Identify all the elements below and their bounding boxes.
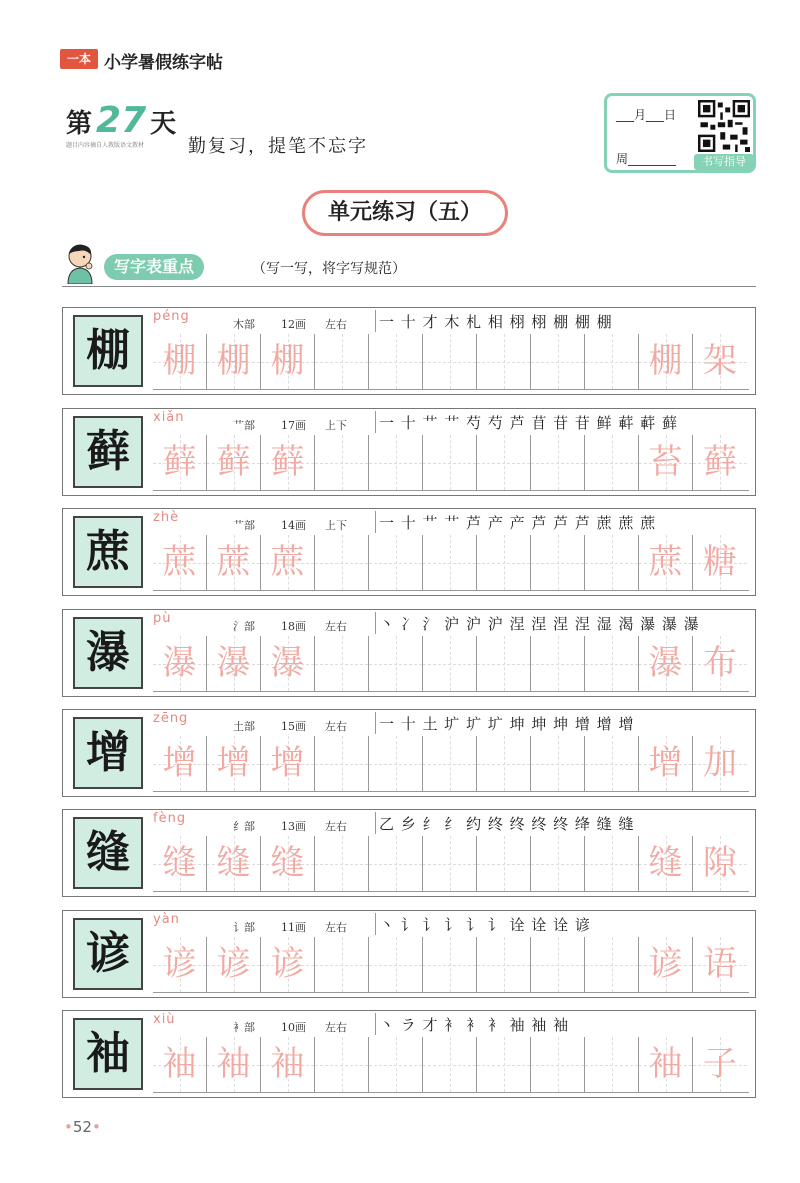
model-character-box bbox=[73, 315, 143, 387]
blank-cell[interactable] bbox=[369, 334, 423, 389]
blank-cell[interactable] bbox=[369, 636, 423, 691]
dot-icon: • bbox=[64, 1118, 73, 1136]
trace-cell[interactable] bbox=[153, 836, 207, 891]
word-character: 棚 bbox=[648, 341, 683, 381]
day-label bbox=[66, 100, 176, 141]
radical: 纟部 bbox=[233, 820, 255, 833]
motto: 勤复习，提笔不忘字 bbox=[188, 136, 368, 157]
pinyin: yàn bbox=[153, 912, 180, 927]
word-character: 布 bbox=[703, 643, 737, 683]
trace-character: 缝 bbox=[162, 843, 197, 883]
stroke-count: 10画 bbox=[281, 1021, 306, 1034]
structure: 左右 bbox=[325, 620, 347, 633]
trace-character: 增 bbox=[162, 743, 197, 783]
word-character: 架 bbox=[703, 341, 737, 381]
trace-cell[interactable] bbox=[261, 836, 315, 891]
trace-cell[interactable] bbox=[207, 636, 261, 691]
writing-grid bbox=[153, 736, 749, 792]
blank-cell[interactable] bbox=[315, 334, 369, 389]
trace-character: 瀑 bbox=[216, 643, 251, 683]
trace-cell[interactable] bbox=[207, 836, 261, 891]
trace-character: 蔗 bbox=[270, 542, 305, 582]
trace-cell[interactable] bbox=[207, 937, 261, 992]
stroke-order: 一 十 艹 艹 芍 芍 芦 苜 苷 苷 鲜 蓒 蓒 藓 bbox=[379, 414, 678, 432]
model-character: 袖 bbox=[86, 1028, 130, 1079]
radical: 艹部 bbox=[233, 419, 255, 432]
trace-character: 藓 bbox=[162, 442, 197, 482]
divider bbox=[375, 1013, 376, 1035]
blank-cell[interactable] bbox=[585, 836, 639, 891]
blank-cell[interactable] bbox=[531, 334, 585, 389]
blank-cell[interactable] bbox=[315, 937, 369, 992]
word-cell[interactable] bbox=[639, 535, 693, 590]
practice-row bbox=[62, 408, 756, 496]
trace-cell[interactable] bbox=[153, 736, 207, 791]
date-field[interactable]: ___月___日 bbox=[616, 108, 677, 122]
blank-cell[interactable] bbox=[477, 636, 531, 691]
pinyin: zēng bbox=[153, 711, 189, 726]
pinyin: zhè bbox=[153, 510, 180, 525]
blank-cell[interactable] bbox=[423, 937, 477, 992]
blank-cell[interactable] bbox=[315, 736, 369, 791]
trace-character: 谚 bbox=[270, 944, 305, 984]
model-character-box bbox=[73, 617, 143, 689]
writing-grid bbox=[153, 334, 749, 390]
stroke-count: 11画 bbox=[281, 921, 306, 934]
stroke-count: 17画 bbox=[281, 419, 306, 432]
blank-cell[interactable] bbox=[423, 334, 477, 389]
practice-row bbox=[62, 1010, 756, 1098]
word-cell[interactable] bbox=[639, 736, 693, 791]
blank-cell[interactable] bbox=[315, 535, 369, 590]
blank-cell[interactable] bbox=[477, 334, 531, 389]
word-cell[interactable] bbox=[693, 535, 747, 590]
practice-row bbox=[62, 307, 756, 395]
trace-character: 棚 bbox=[216, 341, 251, 381]
blank-cell[interactable] bbox=[477, 435, 531, 490]
word-cell[interactable] bbox=[693, 937, 747, 992]
model-character: 缝 bbox=[86, 827, 130, 878]
trace-character: 瀑 bbox=[270, 643, 305, 683]
pinyin: pù bbox=[153, 611, 172, 626]
radical: 木部 bbox=[233, 318, 255, 331]
model-character-box bbox=[73, 717, 143, 789]
structure: 左右 bbox=[325, 921, 347, 934]
trace-character: 谚 bbox=[216, 944, 251, 984]
model-character-box bbox=[73, 817, 143, 889]
blank-cell[interactable] bbox=[531, 636, 585, 691]
stroke-order: 一 十 才 木 札 相 栩 栩 棚 棚 棚 bbox=[379, 313, 613, 331]
trace-cell[interactable] bbox=[261, 636, 315, 691]
structure: 上下 bbox=[325, 519, 347, 532]
practice-row bbox=[62, 709, 756, 797]
word-character: 子 bbox=[703, 1044, 737, 1084]
blank-cell[interactable] bbox=[477, 535, 531, 590]
radical: 艹部 bbox=[233, 519, 255, 532]
divider bbox=[375, 310, 376, 332]
blank-cell[interactable] bbox=[423, 535, 477, 590]
blank-cell[interactable] bbox=[531, 937, 585, 992]
pinyin: xiù bbox=[153, 1012, 176, 1027]
trace-character: 藓 bbox=[270, 442, 305, 482]
divider bbox=[375, 812, 376, 834]
dot-icon: • bbox=[91, 1118, 101, 1136]
writing-grid bbox=[153, 937, 749, 993]
day-number: 27 bbox=[96, 100, 147, 141]
stroke-order: 一 十 艹 艹 芦 产 产 芦 芦 芦 蔗 蔗 蔗 bbox=[379, 514, 657, 532]
blank-cell[interactable] bbox=[531, 535, 585, 590]
blank-cell[interactable] bbox=[423, 1037, 477, 1092]
writing-grid bbox=[153, 1037, 749, 1093]
trace-character: 蔗 bbox=[216, 542, 251, 582]
writing-grid bbox=[153, 535, 749, 591]
blank-cell[interactable] bbox=[531, 435, 585, 490]
day-suffix: 天 bbox=[150, 109, 177, 139]
trace-cell[interactable] bbox=[207, 535, 261, 590]
blank-cell[interactable] bbox=[585, 435, 639, 490]
word-character: 糖 bbox=[703, 542, 737, 582]
trace-character: 棚 bbox=[162, 341, 197, 381]
divider bbox=[375, 511, 376, 533]
trace-cell[interactable] bbox=[153, 937, 207, 992]
writing-grid bbox=[153, 435, 749, 491]
word-character: 蔗 bbox=[648, 542, 683, 582]
trace-cell[interactable] bbox=[153, 636, 207, 691]
word-cell[interactable] bbox=[693, 334, 747, 389]
trace-character: 藓 bbox=[216, 442, 251, 482]
blank-cell[interactable] bbox=[423, 435, 477, 490]
word-character: 缝 bbox=[648, 843, 683, 883]
blank-cell[interactable] bbox=[477, 736, 531, 791]
trace-cell[interactable] bbox=[153, 535, 207, 590]
model-character-box bbox=[73, 516, 143, 588]
word-cell[interactable] bbox=[693, 736, 747, 791]
practice-row bbox=[62, 609, 756, 697]
word-cell[interactable] bbox=[693, 1037, 747, 1092]
trace-cell[interactable] bbox=[153, 334, 207, 389]
model-character-box bbox=[73, 1018, 143, 1090]
stroke-order: 丶 ラ 才 衤 衤 衤 袖 袖 袖 bbox=[379, 1016, 570, 1034]
word-cell[interactable] bbox=[639, 435, 693, 490]
radical: 衤部 bbox=[233, 1021, 255, 1034]
model-character: 藓 bbox=[86, 426, 130, 477]
blank-cell[interactable] bbox=[315, 836, 369, 891]
focus-note: （写一写，将字写规范） bbox=[252, 261, 406, 277]
trace-cell[interactable] bbox=[153, 435, 207, 490]
blank-cell[interactable] bbox=[369, 736, 423, 791]
model-character: 增 bbox=[86, 727, 130, 778]
word-cell[interactable] bbox=[639, 334, 693, 389]
word-character: 苔 bbox=[648, 442, 683, 482]
trace-cell[interactable] bbox=[261, 334, 315, 389]
practice-row bbox=[62, 809, 756, 897]
practice-row bbox=[62, 508, 756, 596]
trace-character: 袖 bbox=[270, 1044, 305, 1084]
pinyin: xiǎn bbox=[153, 410, 185, 425]
word-cell[interactable] bbox=[693, 636, 747, 691]
trace-character: 缝 bbox=[216, 843, 251, 883]
blank-cell[interactable] bbox=[585, 937, 639, 992]
word-cell[interactable] bbox=[693, 836, 747, 891]
trace-cell[interactable] bbox=[153, 1037, 207, 1092]
word-character: 语 bbox=[703, 944, 737, 984]
divider bbox=[375, 411, 376, 433]
trace-character: 袖 bbox=[216, 1044, 251, 1084]
word-character: 藓 bbox=[703, 442, 737, 482]
day-prefix: 第 bbox=[66, 109, 93, 139]
blank-cell[interactable] bbox=[369, 435, 423, 490]
stroke-order: 一 十 土 圹 圹 圹 坤 坤 坤 增 增 增 bbox=[379, 715, 635, 733]
writing-grid bbox=[153, 636, 749, 692]
structure: 左右 bbox=[325, 820, 347, 833]
stroke-count: 15画 bbox=[281, 720, 306, 733]
blank-cell[interactable] bbox=[369, 836, 423, 891]
stroke-count: 12画 bbox=[281, 318, 306, 331]
pinyin: péng bbox=[153, 309, 190, 324]
blank-cell[interactable] bbox=[585, 1037, 639, 1092]
word-cell[interactable] bbox=[639, 1037, 693, 1092]
structure: 左右 bbox=[325, 318, 347, 331]
word-character: 增 bbox=[648, 743, 683, 783]
stroke-order: 丶 冫 氵 沪 沪 沪 涅 涅 涅 涅 湿 渴 瀑 瀑 瀑 bbox=[379, 615, 700, 633]
section-title: 单元练习（五） bbox=[302, 190, 508, 236]
blank-cell[interactable] bbox=[585, 736, 639, 791]
divider bbox=[375, 913, 376, 935]
pinyin: fèng bbox=[153, 811, 187, 826]
blank-cell[interactable] bbox=[585, 334, 639, 389]
stroke-order: 乙 乡 纟 纟 约 终 终 终 终 绛 缝 缝 bbox=[379, 815, 635, 833]
blank-cell[interactable] bbox=[531, 736, 585, 791]
blank-cell[interactable] bbox=[369, 535, 423, 590]
qr-code-icon[interactable] bbox=[698, 100, 750, 152]
qr-caption: 书写指导 bbox=[694, 154, 754, 170]
trace-character: 增 bbox=[216, 743, 251, 783]
writing-grid bbox=[153, 836, 749, 892]
model-character: 谚 bbox=[86, 928, 130, 979]
word-character: 隙 bbox=[703, 843, 737, 883]
blank-cell[interactable] bbox=[531, 836, 585, 891]
model-character: 棚 bbox=[86, 325, 130, 376]
blank-cell[interactable] bbox=[477, 836, 531, 891]
word-cell[interactable] bbox=[639, 937, 693, 992]
stroke-order: 丶 讠 讠 讠 讠 讠 诠 诠 诠 谚 bbox=[379, 916, 591, 934]
radical: 土部 bbox=[233, 720, 255, 733]
trace-cell[interactable] bbox=[261, 937, 315, 992]
word-character: 加 bbox=[703, 743, 737, 783]
trace-cell[interactable] bbox=[207, 736, 261, 791]
blank-cell[interactable] bbox=[585, 636, 639, 691]
blank-cell[interactable] bbox=[369, 937, 423, 992]
practice-row bbox=[62, 910, 756, 998]
trace-character: 蔗 bbox=[162, 542, 197, 582]
trace-character: 缝 bbox=[270, 843, 305, 883]
model-character-box bbox=[73, 918, 143, 990]
blank-cell[interactable] bbox=[477, 1037, 531, 1092]
radical: 氵部 bbox=[233, 620, 255, 633]
divider bbox=[62, 286, 756, 287]
structure: 左右 bbox=[325, 1021, 347, 1034]
trace-cell[interactable] bbox=[207, 435, 261, 490]
model-character-box bbox=[73, 416, 143, 488]
word-character: 袖 bbox=[648, 1044, 683, 1084]
structure: 左右 bbox=[325, 720, 347, 733]
page-number-value: 52 bbox=[72, 1118, 92, 1136]
book-title: 小学暑假练字帖 bbox=[104, 53, 223, 73]
blank-cell[interactable] bbox=[423, 736, 477, 791]
word-character: 谚 bbox=[648, 944, 683, 984]
word-character: 瀑 bbox=[648, 643, 683, 683]
trace-character: 袖 bbox=[162, 1044, 197, 1084]
stroke-count: 13画 bbox=[281, 820, 306, 833]
divider bbox=[375, 712, 376, 734]
trace-cell[interactable] bbox=[261, 1037, 315, 1092]
blank-cell[interactable] bbox=[531, 1037, 585, 1092]
boy-writing-icon bbox=[62, 242, 102, 284]
brand-badge: 一本 bbox=[60, 49, 98, 69]
focus-label: 写字表重点 bbox=[104, 254, 204, 280]
trace-character: 增 bbox=[270, 743, 305, 783]
trace-cell[interactable] bbox=[261, 736, 315, 791]
blank-cell[interactable] bbox=[315, 1037, 369, 1092]
trace-cell[interactable] bbox=[261, 535, 315, 590]
word-cell[interactable] bbox=[639, 836, 693, 891]
blank-cell[interactable] bbox=[315, 435, 369, 490]
stroke-count: 14画 bbox=[281, 519, 306, 532]
page-number bbox=[64, 1118, 101, 1136]
model-character: 蔗 bbox=[86, 526, 130, 577]
trace-cell[interactable] bbox=[207, 334, 261, 389]
blank-cell[interactable] bbox=[423, 636, 477, 691]
model-character: 瀑 bbox=[86, 627, 130, 678]
word-cell[interactable] bbox=[693, 435, 747, 490]
trace-character: 谚 bbox=[162, 944, 197, 984]
trace-cell[interactable] bbox=[261, 435, 315, 490]
blank-cell[interactable] bbox=[585, 535, 639, 590]
divider bbox=[375, 612, 376, 634]
structure: 上下 bbox=[325, 419, 347, 432]
weekday-field[interactable]: 周________ bbox=[616, 152, 677, 166]
blank-cell[interactable] bbox=[423, 836, 477, 891]
fine-print: 题目内容摘自人教版语文教材 bbox=[66, 142, 145, 149]
blank-cell[interactable] bbox=[315, 636, 369, 691]
trace-character: 瀑 bbox=[162, 643, 197, 683]
trace-cell[interactable] bbox=[207, 1037, 261, 1092]
stroke-count: 18画 bbox=[281, 620, 306, 633]
blank-cell[interactable] bbox=[477, 937, 531, 992]
word-cell[interactable] bbox=[639, 636, 693, 691]
radical: 讠部 bbox=[233, 921, 255, 934]
blank-cell[interactable] bbox=[369, 1037, 423, 1092]
trace-character: 棚 bbox=[270, 341, 305, 381]
